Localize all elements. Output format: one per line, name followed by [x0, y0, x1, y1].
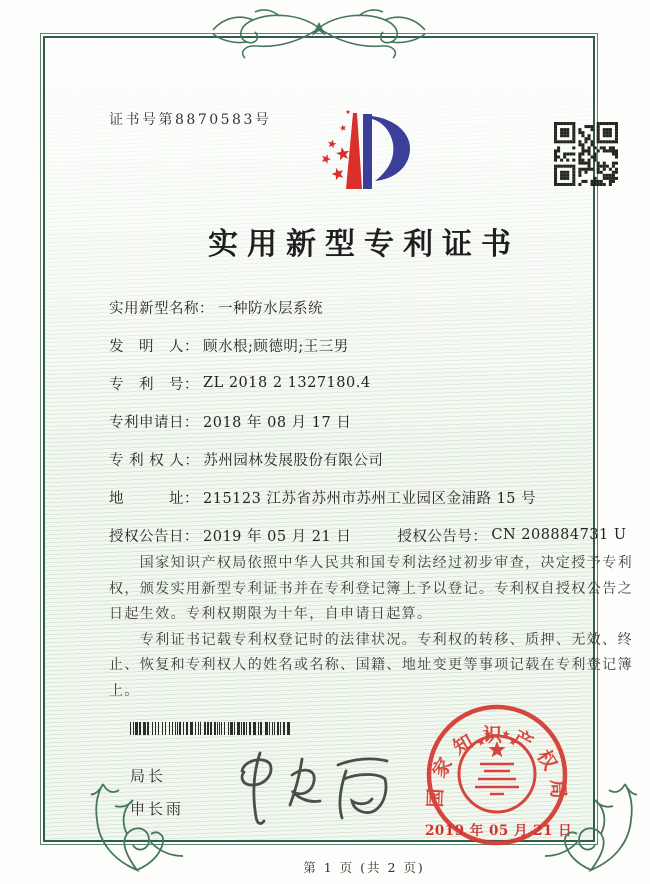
grant-no-value: CN 208884731 U — [491, 527, 627, 543]
certificate-page — [43, 36, 633, 875]
logo-blue-bar — [363, 114, 372, 189]
director-name: 申长雨 — [130, 800, 185, 818]
field-value: 顾水根;顾德明;王三男 — [203, 338, 349, 355]
cnipa-logo-icon — [317, 106, 413, 198]
seal-date: 2019 年 05 月 21 日 — [425, 823, 573, 839]
certificate-title: 实用新型专利证书 — [208, 227, 520, 262]
legal-paragraph-2: 专利证书记载专利权登记时的法律状况。专利权的转移、质押、无效、终止、恢复和专利权人的姓名或名称、国籍、地址变更等事项记载在专利登记簿上。 — [109, 631, 633, 699]
field-row-grant — [109, 516, 634, 554]
field-value: 2019 年 05 月 21 日 — [203, 528, 352, 545]
field-label: 发 明 人： — [109, 338, 199, 355]
director-signature-icon — [230, 741, 400, 833]
field-row-patentee — [109, 440, 634, 478]
corner-flourish-bottom-right-icon — [537, 780, 637, 880]
field-row-filing-date — [109, 402, 634, 440]
qr-code-icon — [554, 122, 618, 186]
top-flourish-icon — [209, 6, 429, 60]
field-label: 专利申请日： — [109, 414, 199, 431]
field-value: 一种防水层系统 — [218, 300, 323, 317]
grant-no-label: 授权公告号： — [397, 528, 488, 545]
barcode-icon — [130, 720, 294, 733]
field-row-patent-no — [109, 364, 634, 402]
legal-text — [109, 551, 633, 704]
seal-circular-text: 国家知识产权局 — [424, 723, 570, 808]
director-title: 局长 — [130, 767, 167, 785]
field-label: 专 利 权 人： — [109, 452, 200, 469]
certificate-number: 证书号第8870583号 — [109, 112, 272, 128]
page-footer: 第 1 页 (共 2 页) — [303, 860, 425, 875]
field-value: 215123 江苏省苏州市苏州工业园区金浦路 15 号 — [203, 490, 537, 507]
field-list — [109, 288, 634, 554]
field-label: 授权公告日： — [109, 528, 199, 545]
field-value: ZL 2018 2 1327180.4 — [203, 375, 371, 391]
field-label: 地 址： — [109, 490, 199, 507]
certificate-border — [40, 33, 633, 875]
corner-flourish-bottom-left-icon — [91, 780, 191, 880]
logo-blue-crescent — [372, 116, 410, 181]
field-label: 专 利 号： — [109, 376, 199, 393]
logo-stars — [322, 110, 351, 181]
field-row-address — [109, 478, 634, 516]
field-row-name — [109, 288, 634, 326]
field-label: 实用新型名称： — [109, 300, 214, 317]
field-row-inventors — [109, 326, 634, 364]
field-value: 苏州园林发展股份有限公司 — [203, 452, 384, 469]
field-value: 2018 年 08 月 17 日 — [203, 414, 352, 431]
legal-paragraph-1: 国家知识产权局依照中华人民共和国专利法经过初步审查，决定授予专利权，颁发实用新型专利证书并在专利登记簿上予以登记。专利权自授权公告之日起生效。专利权期限为十年，自申请日起算。 — [109, 555, 633, 622]
